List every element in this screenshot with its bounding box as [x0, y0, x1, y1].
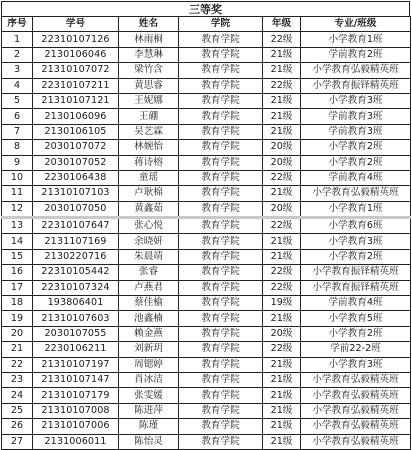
cell-major-class: 小学教育弘毅精英班: [301, 419, 411, 434]
cell-grade: 22级: [263, 218, 301, 234]
cell-school: 教育学院: [179, 155, 263, 170]
cell-name: 黄思睿: [119, 78, 179, 93]
table-row: [2, 372, 411, 387]
table-row: [2, 296, 411, 311]
cell-grade: 21级: [263, 249, 301, 264]
cell-name: 陈瑾: [119, 419, 179, 434]
cell-serial: 26: [2, 419, 33, 434]
cell-school: 教育学院: [179, 249, 263, 264]
cell-serial: 25: [2, 403, 33, 418]
cell-name: 黄鑫茹: [119, 201, 179, 217]
cell-student-id: 22310107211: [33, 78, 119, 93]
cell-student-id: 21310107008: [33, 403, 119, 418]
table-row: [2, 249, 411, 264]
cell-student-id: 2130106046: [33, 47, 119, 62]
cell-grade: 22级: [263, 342, 301, 357]
table-row: [2, 32, 411, 47]
cell-grade: 21级: [263, 234, 301, 249]
cell-serial: 24: [2, 388, 33, 403]
cell-name: 陈怡灵: [119, 434, 179, 449]
cell-major-class: 小学教育3班: [301, 357, 411, 372]
cell-major-class: 小学教育2班: [301, 140, 411, 155]
cell-name: 张心悦: [119, 218, 179, 234]
cell-school: 教育学院: [179, 311, 263, 326]
cell-school: 教育学院: [179, 78, 263, 93]
cell-serial: 9: [2, 155, 33, 170]
cell-student-id: 22310107126: [33, 32, 119, 47]
cell-name: 李慧琳: [119, 47, 179, 62]
table-row: [2, 78, 411, 93]
cell-student-id: 21310107603: [33, 311, 119, 326]
cell-school: 教育学院: [179, 124, 263, 139]
cell-grade: 21级: [263, 93, 301, 108]
table-row: [2, 47, 411, 62]
cell-student-id: 22310105442: [33, 265, 119, 280]
cell-grade: 21级: [263, 47, 301, 62]
cell-name: 张睿: [119, 265, 179, 280]
cell-serial: 19: [2, 311, 33, 326]
cell-student-id: 2030107050: [33, 201, 119, 217]
table-row: [2, 419, 411, 434]
cell-serial: 7: [2, 124, 33, 139]
cell-name: 吴艺霖: [119, 124, 179, 139]
table-row: [2, 109, 411, 124]
cell-major-class: 小学教育2班: [301, 249, 411, 264]
cell-school: 教育学院: [179, 63, 263, 78]
cell-grade: 21级: [263, 419, 301, 434]
cell-student-id: 21310107197: [33, 357, 119, 372]
cell-school: 教育学院: [179, 434, 263, 449]
cell-grade: 22级: [263, 280, 301, 295]
cell-name: 朱晨靖: [119, 249, 179, 264]
cell-major-class: 小学教育3班: [301, 234, 411, 249]
cell-major-class: 小学教育弘毅精英班: [301, 403, 411, 418]
cell-student-id: 2230106438: [33, 170, 119, 185]
cell-name: 卢燕君: [119, 280, 179, 295]
cell-major-class: 小学教育2班: [301, 326, 411, 341]
header-name: 姓名: [119, 17, 179, 32]
cell-major-class: 小学教育振铎精英班: [301, 78, 411, 93]
cell-serial: 12: [2, 201, 33, 217]
cell-school: 教育学院: [179, 140, 263, 155]
cell-name: 赖金燕: [119, 326, 179, 341]
cell-major-class: 小学教育弘毅精英班: [301, 63, 411, 78]
cell-major-class: 小学教育1班: [301, 32, 411, 47]
cell-serial: 22: [2, 357, 33, 372]
cell-serial: 27: [2, 434, 33, 449]
cell-major-class: 学前教育2班: [301, 47, 411, 62]
cell-name: 池鑫楠: [119, 311, 179, 326]
cell-student-id: 2030107072: [33, 140, 119, 155]
cell-student-id: 2030107052: [33, 155, 119, 170]
cell-name: 蒋诗榕: [119, 155, 179, 170]
table-row: [2, 170, 411, 185]
cell-grade: 20级: [263, 140, 301, 155]
cell-student-id: 21310107103: [33, 186, 119, 201]
award-table: [1, 16, 411, 450]
cell-serial: 11: [2, 186, 33, 201]
cell-school: 教育学院: [179, 419, 263, 434]
table-row: [2, 342, 411, 357]
cell-major-class: 小学教育3班: [301, 93, 411, 108]
cell-serial: 4: [2, 78, 33, 93]
cell-school: 教育学院: [179, 296, 263, 311]
sheet-title: 三等奖: [1, 1, 410, 16]
cell-school: 教育学院: [179, 357, 263, 372]
table-row: [2, 155, 411, 170]
table-row: [2, 63, 411, 78]
cell-name: 王硼: [119, 109, 179, 124]
cell-school: 教育学院: [179, 201, 263, 217]
table-row: [2, 311, 411, 326]
cell-major-class: 学前教育4班: [301, 170, 411, 185]
table-row: [2, 201, 411, 217]
cell-student-id: 2130106096: [33, 109, 119, 124]
cell-serial: 5: [2, 93, 33, 108]
table-row: [2, 357, 411, 372]
cell-serial: 10: [2, 170, 33, 185]
cell-school: 教育学院: [179, 388, 263, 403]
cell-name: 蔡佳榆: [119, 296, 179, 311]
cell-name: 童瑶: [119, 170, 179, 185]
cell-grade: 22级: [263, 170, 301, 185]
cell-grade: 21级: [263, 434, 301, 449]
table-row: [2, 93, 411, 108]
cell-grade: 20级: [263, 326, 301, 341]
header-major-class: 专业/班级: [301, 17, 411, 32]
table-row: [2, 234, 411, 249]
cell-serial: 18: [2, 296, 33, 311]
header-row: [2, 17, 411, 32]
table-row: [2, 265, 411, 280]
cell-serial: 14: [2, 234, 33, 249]
cell-student-id: 22310107324: [33, 280, 119, 295]
cell-school: 教育学院: [179, 234, 263, 249]
cell-serial: 1: [2, 32, 33, 47]
cell-major-class: 学前教育3班: [301, 124, 411, 139]
cell-name: 林雨桐: [119, 32, 179, 47]
cell-serial: 17: [2, 280, 33, 295]
cell-major-class: 小学教育振铎精英班: [301, 265, 411, 280]
cell-student-id: 2130106105: [33, 124, 119, 139]
header-grade: 年级: [263, 17, 301, 32]
cell-major-class: 小学教育弘毅精英班: [301, 372, 411, 387]
cell-student-id: 2230106211: [33, 342, 119, 357]
table-row: [2, 434, 411, 449]
cell-school: 教育学院: [179, 32, 263, 47]
cell-major-class: 小学教育弘毅精英班: [301, 388, 411, 403]
cell-major-class: 小学教育弘毅精英班: [301, 434, 411, 449]
cell-grade: 22级: [263, 32, 301, 47]
cell-serial: 23: [2, 372, 33, 387]
cell-serial: 2: [2, 47, 33, 62]
cell-name: 肖冰洁: [119, 372, 179, 387]
cell-school: 教育学院: [179, 170, 263, 185]
cell-name: 刘新玥: [119, 342, 179, 357]
cell-student-id: 21310107179: [33, 388, 119, 403]
cell-grade: 19级: [263, 296, 301, 311]
cell-serial: 8: [2, 140, 33, 155]
cell-student-id: 193806401: [33, 296, 119, 311]
header-student-id: 学号: [33, 17, 119, 32]
cell-major-class: 小学教育1班: [301, 201, 411, 217]
cell-name: 余晓妍: [119, 234, 179, 249]
cell-major-class: 小学教育5班: [301, 311, 411, 326]
cell-student-id: 2130220716: [33, 249, 119, 264]
cell-name: 卢耿棉: [119, 186, 179, 201]
cell-grade: 21级: [263, 63, 301, 78]
cell-major-class: 小学教育2班: [301, 155, 411, 170]
cell-serial: 6: [2, 109, 33, 124]
table-row: [2, 280, 411, 295]
cell-student-id: 2131006011: [33, 434, 119, 449]
cell-serial: 3: [2, 63, 33, 78]
award-sheet: [1, 1, 410, 447]
cell-student-id: 21310107072: [33, 63, 119, 78]
cell-major-class: 小学教育弘毅精英班: [301, 186, 411, 201]
cell-name: 梁竹含: [119, 63, 179, 78]
cell-school: 教育学院: [179, 403, 263, 418]
cell-grade: 21级: [263, 311, 301, 326]
cell-school: 教育学院: [179, 265, 263, 280]
table-row: [2, 388, 411, 403]
cell-school: 教育学院: [179, 218, 263, 234]
cell-name: 张雯媛: [119, 388, 179, 403]
cell-school: 教育学院: [179, 47, 263, 62]
table-row: [2, 140, 411, 155]
cell-grade: 21级: [263, 124, 301, 139]
cell-grade: 20级: [263, 155, 301, 170]
cell-major-class: 小学教育振铎精英班: [301, 280, 411, 295]
cell-serial: 20: [2, 326, 33, 341]
cell-serial: 15: [2, 249, 33, 264]
cell-serial: 13: [2, 218, 33, 234]
cell-grade: 21级: [263, 372, 301, 387]
header-school: 学院: [179, 17, 263, 32]
table-row: [2, 218, 411, 234]
cell-name: 陈进萍: [119, 403, 179, 418]
cell-grade: 21级: [263, 403, 301, 418]
cell-grade: 20级: [263, 201, 301, 217]
cell-name: 王妮娜: [119, 93, 179, 108]
cell-student-id: 21310107121: [33, 93, 119, 108]
cell-student-id: 21310107006: [33, 419, 119, 434]
cell-grade: 22级: [263, 78, 301, 93]
table-row: [2, 326, 411, 341]
cell-school: 教育学院: [179, 186, 263, 201]
cell-major-class: 学前教育3班: [301, 109, 411, 124]
cell-school: 教育学院: [179, 109, 263, 124]
cell-major-class: 学前22-2班: [301, 342, 411, 357]
table-row: [2, 403, 411, 418]
cell-grade: 21级: [263, 109, 301, 124]
cell-name: 周锶婷: [119, 357, 179, 372]
cell-major-class: 小学教育6班: [301, 218, 411, 234]
cell-student-id: 22310107647: [33, 218, 119, 234]
cell-school: 教育学院: [179, 342, 263, 357]
cell-grade: 22级: [263, 265, 301, 280]
table-row: [2, 124, 411, 139]
cell-student-id: 21310107147: [33, 372, 119, 387]
cell-student-id: 2030107055: [33, 326, 119, 341]
cell-grade: 21级: [263, 388, 301, 403]
header-serial: 序号: [2, 17, 33, 32]
cell-serial: 16: [2, 265, 33, 280]
cell-school: 教育学院: [179, 93, 263, 108]
table-row: [2, 186, 411, 201]
cell-school: 教育学院: [179, 372, 263, 387]
cell-major-class: 学前教育4班: [301, 296, 411, 311]
cell-grade: 21级: [263, 186, 301, 201]
cell-school: 教育学院: [179, 326, 263, 341]
cell-grade: 21级: [263, 357, 301, 372]
cell-name: 林婉怡: [119, 140, 179, 155]
cell-serial: 21: [2, 342, 33, 357]
cell-student-id: 2131107169: [33, 234, 119, 249]
cell-school: 教育学院: [179, 280, 263, 295]
